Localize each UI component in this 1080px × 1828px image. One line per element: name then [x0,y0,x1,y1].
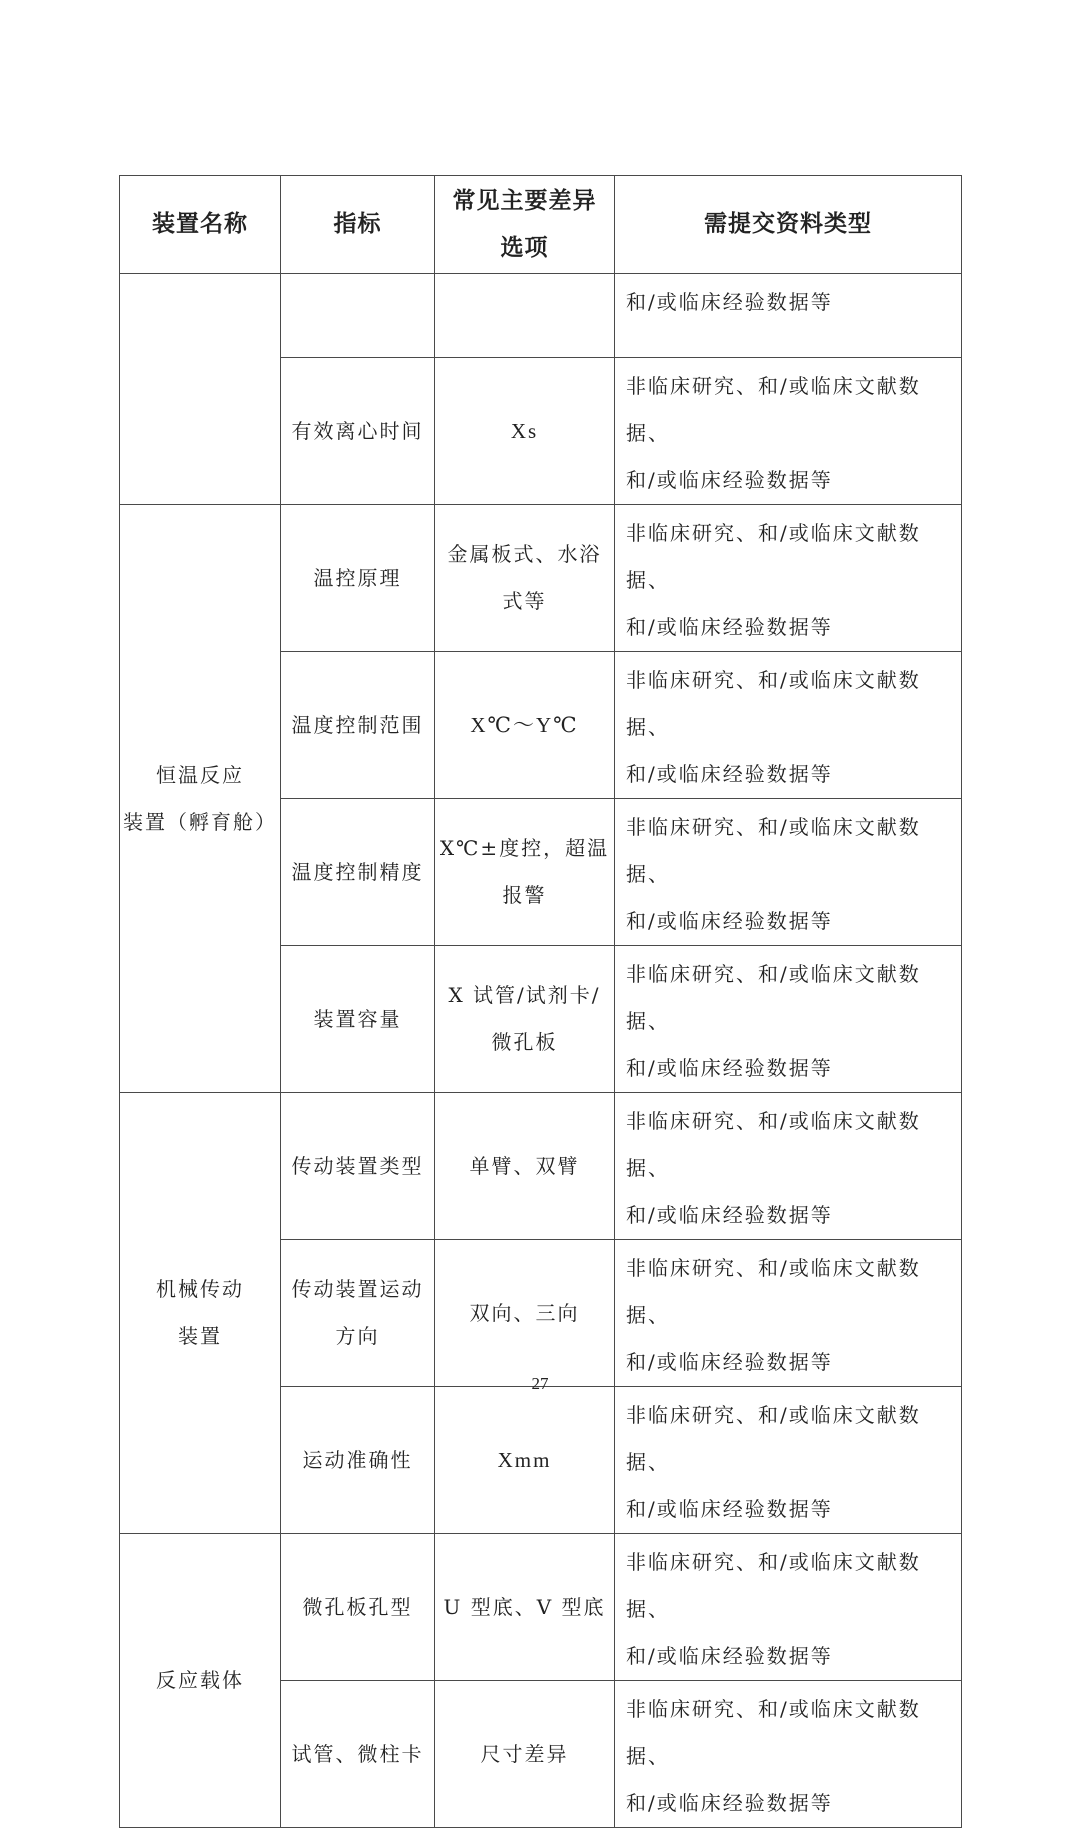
materials-line1: 非临床研究、和/或临床文献数据、 [626,1109,921,1180]
materials-line1: 非临床研究、和/或临床文献数据、 [626,668,921,739]
indicator-cell: 温度控制范围 [281,652,435,799]
materials-line2: 和/或临床经验数据等 [626,1497,833,1521]
option-cell: 尺寸差异 [435,1681,615,1828]
materials-line2: 和/或临床经验数据等 [626,1203,833,1227]
materials-cell [615,1387,962,1534]
materials-line2: 和/或临床经验数据等 [626,1791,833,1815]
option-line2: 报警 [502,883,547,907]
device-cell-incubator [120,505,281,1093]
device-name-line1: 机械传动 [156,1277,244,1301]
indicator-line1: 传动装置运动 [291,1277,424,1301]
page-number: 27 [531,1374,549,1393]
indicator-cell [281,1240,435,1387]
materials-line1: 非临床研究、和/或临床文献数据、 [626,374,921,445]
table-row [120,505,962,652]
materials-line1: 非临床研究、和/或临床文献数据、 [626,521,921,592]
indicator-cell-empty [281,274,435,358]
materials-cell [615,505,962,652]
requirements-table [119,175,962,1828]
materials-cell [615,1240,962,1387]
option-cell: Xmm [435,1387,615,1534]
materials-line2: 和/或临床经验数据等 [626,909,833,933]
materials-line2: 和/或临床经验数据等 [626,1644,833,1668]
option-cell [435,505,615,652]
indicator-cell: 传动装置类型 [281,1093,435,1240]
table-row [120,1093,962,1240]
option-line1: X℃±度控，超温 [439,836,610,860]
option-cell [435,946,615,1093]
option-line1: X 试管/试剂卡/ [448,983,601,1007]
indicator-cell: 微孔板孔型 [281,1534,435,1681]
materials-cell [615,1534,962,1681]
header-device-name: 装置名称 [120,176,281,274]
indicator-cell: 装置容量 [281,946,435,1093]
indicator-cell: 温度控制精度 [281,799,435,946]
option-cell: 双向、三向 [435,1240,615,1387]
materials-cell [615,358,962,505]
option-line2: 微孔板 [491,1030,558,1054]
materials-cell [615,1093,962,1240]
device-cell-continued [120,274,281,505]
option-line1: 金属板式、水浴 [447,542,602,566]
materials-line2: 和/或临床经验数据等 [626,1056,833,1080]
materials-line1: 非临床研究、和/或临床文献数据、 [626,1403,921,1474]
materials-line1: 非临床研究、和/或临床文献数据、 [626,1697,921,1768]
materials-cell [615,652,962,799]
materials-cell [615,799,962,946]
header-differences-line2: 选项 [500,234,549,261]
materials-line1: 非临床研究、和/或临床文献数据、 [626,815,921,886]
option-cell: 单臂、双臂 [435,1093,615,1240]
header-differences-line1: 常见主要差异 [452,187,597,214]
device-cell-carrier: 反应载体 [120,1534,281,1828]
indicator-cell: 有效离心时间 [281,358,435,505]
table-row [120,1534,962,1681]
option-cell: X℃～Y℃ [435,652,615,799]
option-cell [435,799,615,946]
indicator-cell: 温控原理 [281,505,435,652]
table-header-row [120,176,962,274]
materials-line2: 和/或临床经验数据等 [626,762,833,786]
device-name-line2: 装置（孵育舱） [123,809,277,834]
device-cell-mechanical [120,1093,281,1534]
device-name-line1: 恒温反应 [156,762,244,787]
materials-line2: 和/或临床经验数据等 [626,1350,833,1374]
header-materials: 需提交资料类型 [615,176,962,274]
option-line2: 式等 [502,589,547,613]
option-cell: Xs [435,358,615,505]
materials-line1: 非临床研究、和/或临床文献数据、 [626,962,921,1033]
table-row [120,274,962,358]
indicator-cell: 运动准确性 [281,1387,435,1534]
header-differences [435,176,615,274]
materials-line2: 和/或临床经验数据等 [626,615,833,639]
materials-line1: 非临床研究、和/或临床文献数据、 [626,1256,921,1327]
materials-cell [615,1681,962,1828]
indicator-cell: 试管、微柱卡 [281,1681,435,1828]
option-cell: U 型底、V 型底 [435,1534,615,1681]
indicator-line2: 方向 [335,1324,380,1348]
materials-line2: 和/或临床经验数据等 [626,468,833,492]
materials-line1: 非临床研究、和/或临床文献数据、 [626,1550,921,1621]
materials-cell: 和/或临床经验数据等 [615,274,962,358]
option-cell-empty [435,274,615,358]
materials-cell [615,946,962,1093]
header-indicator: 指标 [281,176,435,274]
device-name-line2: 装置 [178,1324,222,1348]
